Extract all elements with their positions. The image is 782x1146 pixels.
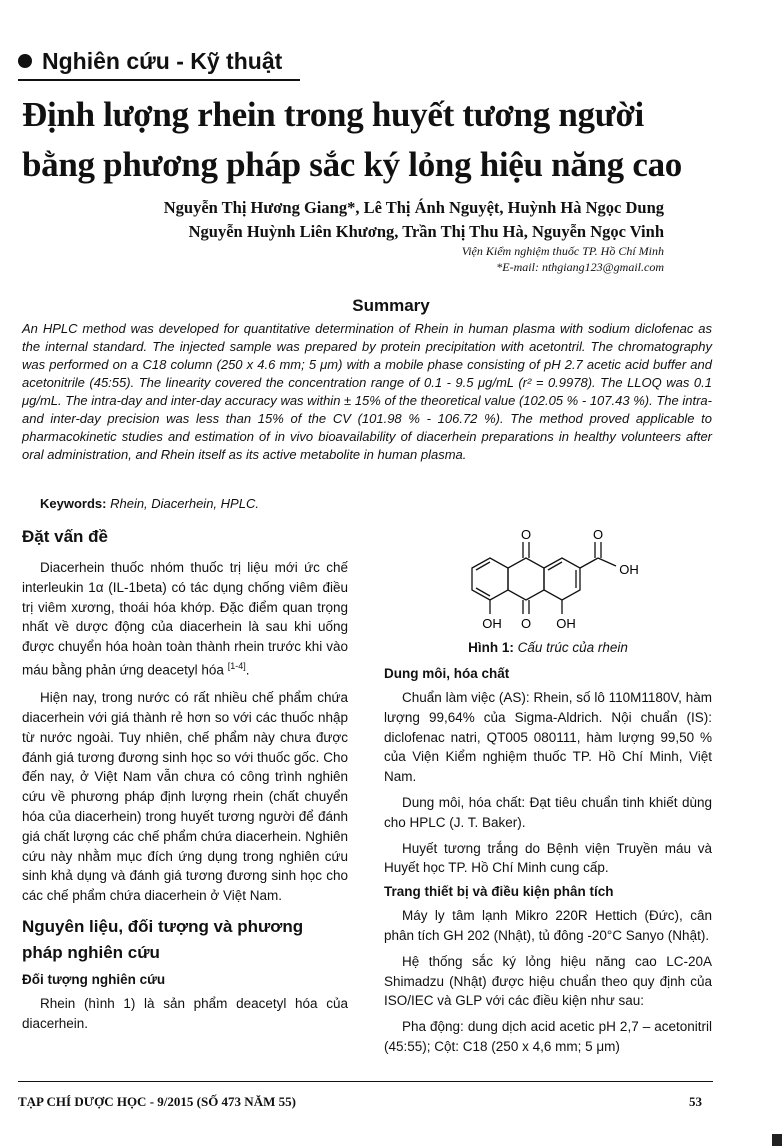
intro-paragraph-1: Diacerhein thuốc nhóm thuốc trị liệu mới ức chế interleukin 1α (IL-1beta) có tác dụng chống viêm điều trị viêm xương, thoái hóa khớp. Đặc điểm quan trọng nhất về dược động của diacerhein là sau khi uống được chuyển hóa hoàn toàn thành rhein trước khi vào máu bằng phản ứng deacetyl hóa [1-4]. (22, 560, 348, 678)
equipment-paragraph-3: Pha động: dung dịch acid acetic pH 2,7 – acetonitril (45:55); Cột: C18 (250 x 4,6 mm; 5 μm) (384, 1019, 712, 1054)
page-number: 53 (689, 1094, 702, 1109)
figure-label: Hình 1: (468, 640, 514, 655)
atom-o-bottom: O (520, 616, 532, 631)
summary-text: An HPLC method was developed for quantitative determination of Rhein in human plasma with sodium diclofenac as the internal standard. The injected sample was prepared by protein precipitation with acetontril. The chromatography was performed on a C18 column (250 x 4.6 mm; 5 μm) with a mobile phase consisting of pH 2.7 acetic acid buffer and acetonitrile (45:55). The linearity covered the concentration range of 0.1 - 9.5 μg/mL (r² = 0.9978). The LLOQ was 0.1 μg/mL. The intra-day and inter-day accuracy was within ± 15% of the theoretical value (102.05 % - 107.43 %). The intra- and inter-day precision was less than 15% of the CV (101.98 % - 106.72 %). The method proved applicable to pharmacokinetic studies and estimation of in vivo bioavailability of diacerhein preparations in healthy volunteers after oral administration, and Rhein itself as its active metabolite in human plasma. (22, 321, 712, 462)
ring-bonds (472, 542, 616, 614)
authors (164, 196, 664, 244)
solvent-paragraph-1: Chuẩn làm việc (AS): Rhein, số lô 110M1180V, hàm lượng 99,64% của Sigma-Aldrich. Nội chuẩn (IS): diclofenac natri, QT005 080111, hàm lượng 99,50 % của Viện Kiểm nghiệm thuốc TP. Hồ Chí Minh, Việt Nam. (384, 690, 712, 785)
atom-o-top-right: O (592, 527, 604, 542)
section-title: Nghiên cứu - Kỹ thuật (42, 47, 283, 74)
reference-marker: [1-4] (227, 660, 246, 671)
keywords-value: Rhein, Diacerhein, HPLC. (110, 496, 259, 511)
header-rule (18, 79, 300, 81)
atom-oh-bottom-right: OH (556, 616, 576, 631)
email: *E-mail: nthgiang123@gmail.com (496, 260, 664, 274)
equipment-paragraph-1: Máy ly tâm lạnh Mikro 220R Hettich (Đức), cân phân tích GH 202 (Nhật), tủ đông -20°C Sanyo (Nhật). (384, 908, 712, 943)
figure-caption-text: Cấu trúc của rhein (517, 640, 628, 655)
atom-oh-right: OH (619, 562, 639, 577)
materials-heading: Nguyên liệu, đối tượng và phương pháp nghiên cứu (22, 917, 304, 963)
intro-heading: Đặt vấn đề (22, 527, 108, 546)
keywords-label: Keywords: (40, 496, 107, 511)
bullet-icon (18, 54, 32, 68)
title-line-1: Định lượng rhein trong huyết tương người (22, 95, 644, 134)
title-line-2: bằng phương pháp sắc ký lỏng hiệu năng cao (22, 145, 682, 184)
equipment-paragraph-2: Hệ thống sắc ký lỏng hiệu năng cao LC-20A Shimadzu (Nhật) được hiệu chuẩn theo quy định của ISO/IEC và GLP với các điều kiện như sau: (384, 953, 712, 1009)
intro-paragraph-2: Hiện nay, trong nước có rất nhiều chế phẩm chứa diacerhein với giá thành rẻ hơn so với các thuốc nhập từ nước ngoài. Tuy nhiên, chế phẩm này chưa được đánh giá tương đương sinh học so với thuốc gốc. Cho đến nay, ở Việt Nam vẫn chưa có công trình nghiên cứu về phương pháp định lượng rhein (chất chuyển hóa của diacerhein) trong huyết tương người để đánh giá chất lượng các chế phẩm chứa diacerhein. Nghiên cứu này nhằm mục đích ứng dụng trong nghiên cứu sinh khả dụng và đánh giá tương đương sinh học cho các chế phẩm chứa diacerhein ở Việt Nam. (22, 690, 348, 904)
subject-paragraph: Rhein (hình 1) là sản phẩm deacetyl hóa của diacerhein. (22, 996, 348, 1031)
solvent-heading: Dung môi, hóa chất (384, 666, 510, 681)
atom-oh-bottom-left: OH (482, 616, 502, 631)
right-column (384, 664, 712, 1057)
scan-edge (772, 1134, 782, 1146)
article-title (22, 90, 762, 190)
left-column (22, 524, 348, 1034)
footer-rule (18, 1081, 713, 1082)
equipment-heading: Trang thiết bị và điều kiện phân tích (384, 884, 614, 900)
journal-footer: TẠP CHÍ DƯỢC HỌC - 9/2015 (SỐ 473 NĂM 55) (18, 1094, 296, 1109)
summary-heading: Summary (352, 296, 430, 315)
solvent-paragraph-3: Huyết tương trắng do Bệnh viện Truyền máu và Huyết học TP. Hồ Chí Minh cung cấp. (384, 840, 712, 876)
solvent-paragraph-2: Dung môi, hóa chất: Đạt tiêu chuẩn tinh khiết dùng cho HPLC (J. T. Baker). (384, 794, 712, 830)
atom-o-top-left: O (520, 527, 532, 542)
figure-caption (384, 640, 712, 655)
subject-heading: Đối tượng nghiên cứu (22, 972, 166, 988)
section-header (18, 46, 282, 76)
authors-line-2: Nguyễn Huỳnh Liên Khương, Trần Thị Thu Hà, Nguyễn Ngọc Vinh (188, 222, 664, 241)
affiliation-block (462, 243, 664, 275)
affiliation: Viện Kiểm nghiệm thuốc TP. Hồ Chí Minh (461, 244, 664, 258)
keywords (40, 496, 259, 511)
authors-line-1: Nguyễn Thị Hương Giang*, Lê Thị Ánh Nguyệt, Huỳnh Hà Ngọc Dung (163, 198, 664, 217)
rhein-structure (452, 526, 662, 638)
